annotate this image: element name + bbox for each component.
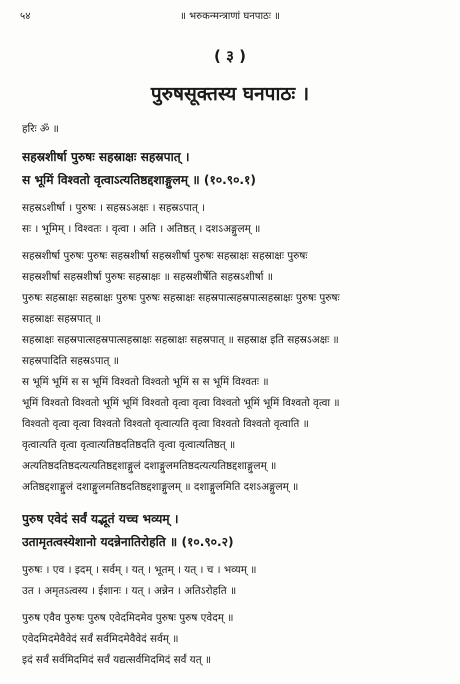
mantra-1-samhita-line: सहस्रशीर्षा पुरुषः सहस्राक्षः सहस्रपात् । — [22, 150, 190, 164]
mantra-1-ghana-line: सहस्रशीर्षा सहस्रशीर्षा पुरुषः सहस्राक्षः ॥ सहस्रशीर्षेति सहस्रऽशीर्षा ॥ — [22, 271, 273, 283]
mantra-1-ghana-line: सहस्रपादिति सहस्रऽपात् ॥ — [22, 355, 119, 367]
mantra-1-ghana-line: पुरुषः सहस्राक्षः सहस्राक्षः पुरुषः पुरुषः सहस्राक्षः सहस्रपात्सहस्रपात्सहस्राक्षः पुरुषः पुरुषः — [22, 292, 340, 304]
page-number: ५४ — [20, 11, 31, 22]
section-number: ( ३ ) — [214, 47, 246, 65]
mantra-1-ghana-line: अतिष्ठद्दशाङ्गुलं दशाङ्गुलमतिष्ठदतिष्ठद्दशाङ्गुलम् ॥ दशाङ्गुलमिति दशऽअङ्गुलम् ॥ — [22, 481, 299, 493]
invocation: हरिः ॐ ॥ — [22, 123, 59, 135]
mantra-2-samhita-line: पुरुष एवेदं सर्वं यद्भूतं यच्च भव्यम् । — [22, 512, 179, 526]
mantra-1-ghana-line: सहस्राक्षः सहस्रपात् ॥ — [22, 313, 101, 325]
mantra-2-ghana-line: पुरुष एवैव पुरुषः पुरुष एवेदमिदमेव पुरुषः पुरुष एवेदम् ॥ — [22, 612, 234, 624]
mantra-2-ghana-line: इदं सर्वं सर्वमिदमिदं सर्वं यद्यत्सर्वमिदमिदं सर्वं यत् ॥ — [22, 654, 212, 666]
mantra-1 — [22, 146, 446, 498]
mantra-1-ghana-line: सहस्राक्षः सहस्रपात्सहस्रपात्सहस्राक्षः सहस्राक्षः सहस्रपात् ॥ सहस्राक्ष इति सहस्रऽअक्षः ॥ — [22, 334, 339, 346]
running-header — [0, 0, 460, 22]
mantra-2-pada-line: पुरुषः । एव । इदम् । सर्वम् । यत् । भूतम् । यत् । च । भव्यम् ॥ — [22, 564, 257, 576]
mantra-2-pada-line: उत । अमृतऽत्वस्य । ईशानः । यत् । अन्नेन । अतिऽरोहति ॥ — [22, 585, 237, 597]
mantra-1-pada-line: सहस्रऽशीर्षा । पुरुषः । सहस्रऽअक्षः । सहस्रऽपात् । — [22, 202, 206, 214]
running-title: ॥ भरुकन्मन्त्राणां घनपाठः ॥ — [179, 11, 281, 22]
mantra-2-samhita-line: उतामृतत्वस्येशानो यदन्नेनातिरोहति ॥ (१०.९०.२) — [22, 535, 234, 549]
text-body — [22, 119, 446, 671]
mantra-1-samhita-line: स भूमिं विश्वतो वृत्वाऽत्यतिष्ठद्दशाङ्गुलम् ॥ (१०.९०.१) — [22, 173, 256, 187]
mantra-1-ghana-line: अत्यतिष्ठदतिष्ठदत्यत्यतिष्ठद्दशाङ्गुलं दशाङ्गुलमतिष्ठदत्यत्यतिष्ठद्दशाङ्गुलम् ॥ — [22, 460, 277, 472]
mantra-2 — [22, 508, 446, 671]
mantra-1-ghana-line: सहस्रशीर्षा पुरुषः पुरुषः सहस्रशीर्षा सहस्रशीर्षा पुरुषः सहस्राक्षः सहस्राक्षः पुरुषः — [22, 250, 308, 262]
mantra-1-ghana-line: वृत्वात्यति वृत्वा वृत्वात्यतिष्ठदतिष्ठदति वृत्वा वृत्वात्यतिष्ठत् ॥ — [22, 439, 236, 451]
mantra-1-ghana-line: विश्वतो वृत्वा वृत्वा विश्वतो विश्वतो वृत्वात्यति वृत्वा विश्वतो विश्वतो वृत्वाति ॥ — [22, 418, 309, 430]
mantra-1-ghana-line: भूमिं विश्वतो विश्वतो भूमिं भूमिं विश्वतो वृत्वा वृत्वा विश्वतो भूमिं भूमिं विश्वतो वृत्वा ॥ — [22, 397, 340, 409]
section-title: पुरुषसूक्तस्य घनपाठः । — [150, 83, 310, 105]
mantra-2-ghana-line: एवेदमिदमेवैवेदं सर्वं सर्वमिदमेवैवेदं सर्वम् ॥ — [22, 633, 179, 645]
mantra-1-ghana-line: स भूमिं भूमिं स स भूमिं विश्वतो विश्वतो भूमिं स स भूमिं विश्वतः ॥ — [22, 376, 269, 388]
mantra-1-pada-line: सः । भूमिम् । विश्वतः । वृत्वा । अति । अतिष्ठत् । दशऽअङ्गुलम् ॥ — [22, 223, 261, 235]
